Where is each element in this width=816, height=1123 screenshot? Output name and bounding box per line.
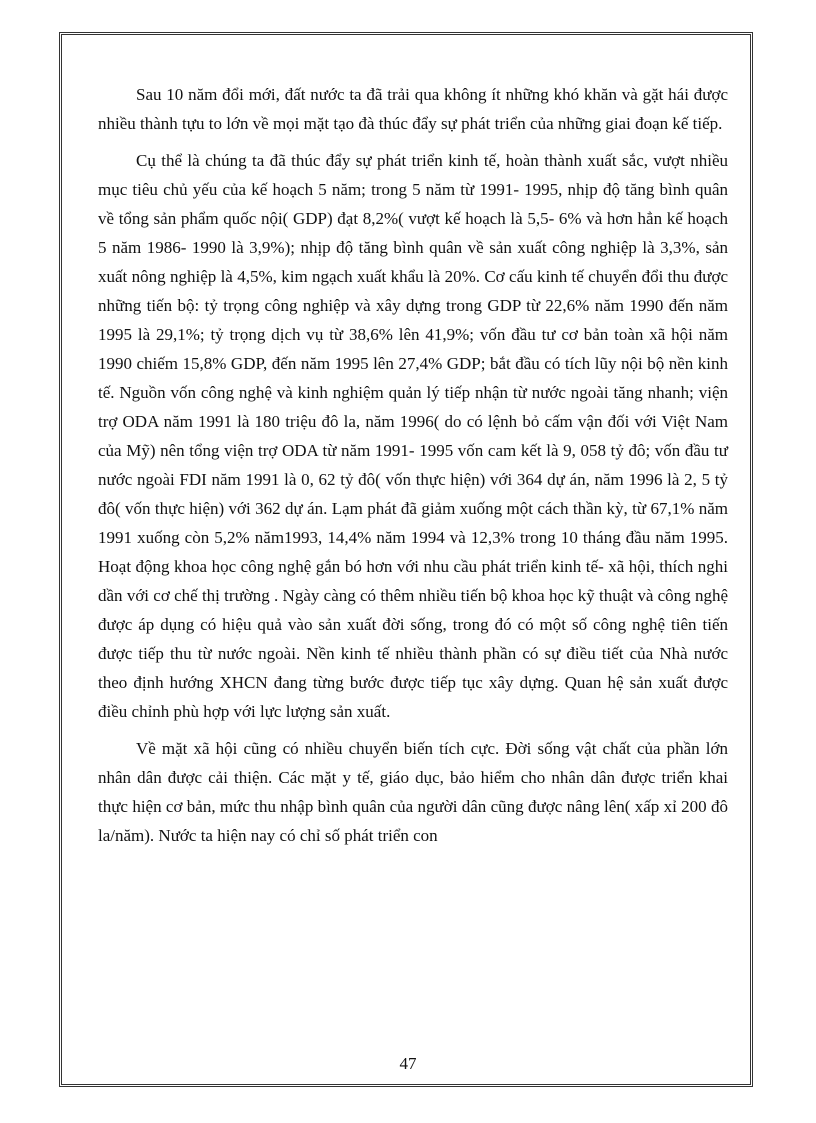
paragraph-economy: Cụ thể là chúng ta đã thúc đẩy sự phát triển kinh tế, hoàn thành xuất sắc, vượt nhiều mục tiêu chủ yếu của kế hoạch 5 năm; trong 5 năm từ 1991- 1995, nhịp độ tăng bình quân về tổng sản phẩm quốc nội( GDP) đạt 8,2%( vượt kế hoạch là 5,5- 6% và hơn hẳn kế hoạch 5 năm 1986- 1990 là 3,9%); nhịp độ tăng bình quân về sản xuất công nghiệp là 3,3%, sản xuất nông nghiệp là 4,5%, kim ngạch xuất khẩu là 20%. Cơ cấu kinh tế chuyển đổi thu được những tiến bộ: tỷ trọng công nghiệp và xây dựng trong GDP từ 22,6% năm 1990 đến năm 1995 là 29,1%; tỷ trọng dịch vụ từ 38,6% lên 41,9%; vốn đầu tư cơ bản toàn xã hội năm 1990 chiếm 15,8% GDP, đến năm 1995 lên 27,4% GDP; bắt đầu có tích lũy nội bộ nền kinh tế. Nguồn vốn công nghệ và kinh nghiệm quản lý tiếp nhận từ nước ngoài tăng nhanh; viện trợ ODA năm 1991 là 180 triệu đô la, năm 1996( do có lệnh bỏ cấm vận đối với Việt Nam của Mỹ) nên tổng viện trợ ODA từ năm 1991- 1995 vốn cam kết là 9, 058 tỷ đô; vốn đầu tư nước ngoài FDI năm 1991 là 0, 62 tỷ đô( vốn thực hiện) với 364 dự án, năm 1996 là 2, 5 tỷ đô( vốn thực hiện) với 362 dự án. Lạm phát đã giảm xuống một cách thần kỳ, từ 67,1% năm 1991 xuống còn 5,2% năm1993, 14,4% năm 1994 và 12,3% trong 10 tháng đầu năm 1995. Hoạt động khoa học công nghệ gắn bó hơn với nhu cầu phát triển kinh tế- xã hội, thích nghi dần với cơ chế thị trường . Ngày càng có thêm nhiều tiến bộ khoa học kỹ thuật và công nghệ được áp dụng có hiệu quả vào sản xuất đời sống, trong đó có một số công nghệ tiên tiến được tiếp thu từ nước ngoài. Nền kinh tế nhiều thành phần có sự điều tiết của Nhà nước theo định hướng XHCN đang từng bước được tiếp tục xây dựng. Quan hệ sản xuất được điều chỉnh phù hợp với lực lượng sản xuất.	[98, 151, 728, 721]
paragraph-intro: Sau 10 năm đổi mới, đất nước ta đã trải qua không ít những khó khăn và gặt hái được nhiều thành tựu to lớn về mọi mặt tạo đà thúc đẩy sự phát triển của những giai đoạn kế tiếp.	[98, 85, 728, 133]
page-number: 47	[399, 1054, 417, 1073]
page-content	[98, 80, 728, 858]
paragraph-society: Về mặt xã hội cũng có nhiều chuyển biến tích cực. Đời sống vật chất của phần lớn nhân dân được cải thiện. Các mặt y tế, giáo dục, bảo hiểm cho nhân dân được triển khai thực hiện cơ bản, mức thu nhập bình quân của người dân cũng được nâng lên( xấp xỉ 200 đô la/năm). Nước ta hiện nay có chỉ số phát triển con	[98, 739, 728, 845]
